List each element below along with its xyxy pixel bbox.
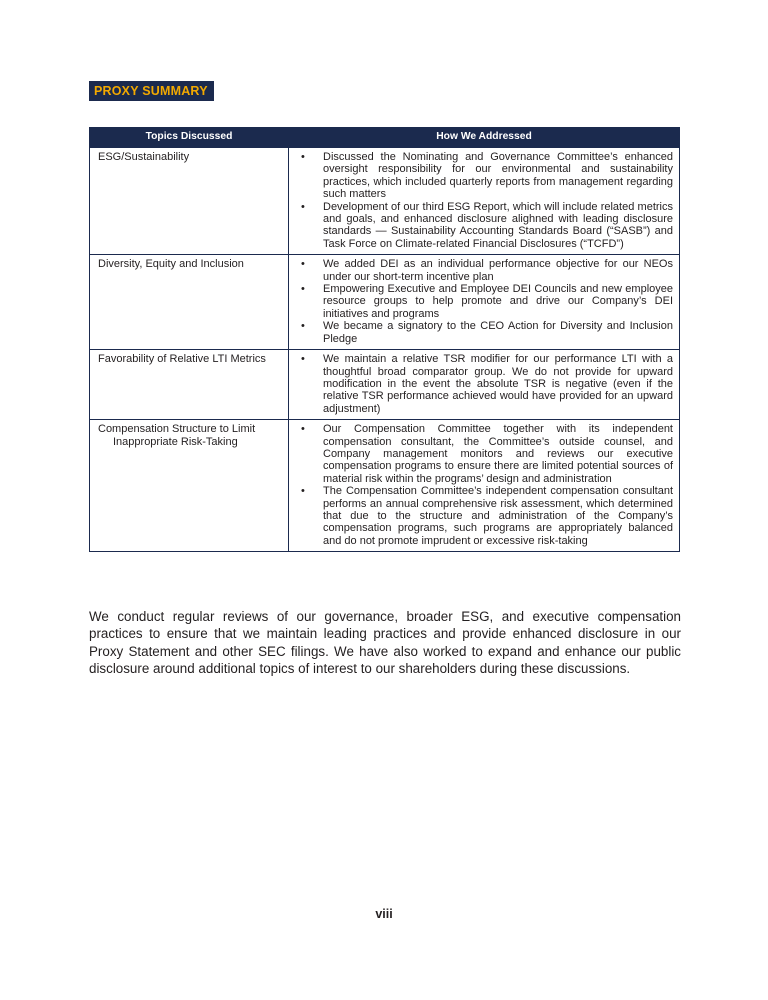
bullet-item: • We maintain a relative TSR modifier for our performance LTI with a thoughtful broad comparator group. We do not provide for upward modification in the event the absolute TSR is negative (even if the relative TSR performance achieved would have provided for an upward adjustment) <box>301 353 673 415</box>
topic-label: Compensation Structure to Limit <box>98 423 256 436</box>
topics-table <box>89 127 680 552</box>
bullet-text: Discussed the Nominating and Governance Committee’s enhanced oversight responsibility for our environmental and sustainability practices, which included quarterly reports from management regarding such matters <box>323 151 673 201</box>
body-paragraph: We conduct regular reviews of our governance, broader ESG, and executive compensation practices to ensure that we maintain leading practices and provide enhanced disclosure in our Proxy Statement and other SEC filings. We have also worked to expand and enhance our public disclosure around additional topics of interest to our shareholders during these discussions. <box>89 609 681 676</box>
topic-label: Diversity, Equity and Inclusion <box>98 258 244 271</box>
bullet-item: • We added DEI as an individual performance objective for our NEOs under our short-term incentive plan <box>301 258 673 283</box>
bullet-text: We added DEI as an individual performance objective for our NEOs under our short-term incentive plan <box>323 258 673 283</box>
response-cell <box>289 148 680 255</box>
page-number: viii <box>375 907 393 921</box>
response-cell <box>289 255 680 350</box>
topic-cell <box>90 420 289 552</box>
column-header-topics: Topics Discussed <box>90 128 289 148</box>
bullet-item: • Empowering Executive and Employee DEI Councils and new employee resource groups to help promote and drive our Company’s DEI initiatives and programs <box>301 283 673 320</box>
topic-cell <box>90 350 289 420</box>
bullet-item: • Our Compensation Committee together with its independent compensation consultant, the Committee’s outside counsel, and Company management monitors and reviews our executive compensation programs to ensure there are limited potential sources of material risk within the programs’ design and administration <box>301 423 673 485</box>
table-header-row <box>90 128 680 148</box>
topic-label: ESG/Sustainability <box>98 151 190 163</box>
table-row <box>90 255 680 350</box>
bullet-item: • Development of our third ESG Report, which will include related metrics and goals, and enhanced disclosure alighned with leading disclosure standards — Sustainability Accounting Standards Board (“SASB”) and Task Force on Climate-related Financial Disclosures (“TCFD”) <box>301 200 673 250</box>
bullet-text: We maintain a relative TSR modifier for our performance LTI with a thoughtful broad comparator group. We do not provide for upward modification in the event the absolute TSR is negative (even if the relative TSR performance achieved would have provided for an upward adjustment) <box>323 353 673 415</box>
column-header-how-addressed: How We Addressed <box>289 128 680 148</box>
bullet-text: Empowering Executive and Employee DEI Councils and new employee resource groups to help promote and drive our Company’s DEI initiatives and programs <box>323 283 673 320</box>
topic-label: Favorability of Relative LTI Metrics <box>98 353 266 366</box>
bullet-item: • We became a signatory to the CEO Action for Diversity and Inclusion Pledge <box>301 320 673 345</box>
bullet-item: • Discussed the Nominating and Governance Committee’s enhanced oversight responsibility for our environmental and sustainability practices, which included quarterly reports from management regarding such matters <box>301 151 673 201</box>
topic-cell <box>90 255 289 350</box>
bullet-text: The Compensation Committee’s independent compensation consultant performs an annual comprehensive risk assessment, which determined that due to the structure and administration of the Company’s compensation programs, such programs are appropriately balanced and do not promote imprudent or excessive risk-taking <box>323 485 673 547</box>
section-label: PROXY SUMMARY <box>89 81 214 101</box>
response-cell <box>289 420 680 552</box>
bullet-text: Our Compensation Committee together with its independent compensation consultant, the Committee’s outside counsel, and Company management monitors and reviews our executive compensation programs to ensure there are limited potential sources of material risk within the programs’ design and administration <box>323 423 673 485</box>
topic-cell <box>90 148 289 255</box>
table-row <box>90 420 680 552</box>
bullet-item: • The Compensation Committee’s independent compensation consultant performs an annual comprehensive risk assessment, which determined that due to the structure and administration of the Company’s compensation programs, such programs are appropriately balanced and do not promote imprudent or excessive risk-taking <box>301 485 673 547</box>
table-row <box>90 350 680 420</box>
response-cell <box>289 350 680 420</box>
table-row <box>90 148 680 255</box>
bullet-text: We became a signatory to the CEO Action for Diversity and Inclusion Pledge <box>323 320 673 345</box>
bullet-text: Development of our third ESG Report, which will include related metrics and goals, and enhanced disclosure alighned with leading disclosure standards — Sustainability Accounting Standards Board (“SASB”) and Task Force on Climate-related Financial Disclosures (“TCFD”) <box>323 200 673 250</box>
topic-label-continued: Inappropriate Risk-Taking <box>113 435 238 448</box>
